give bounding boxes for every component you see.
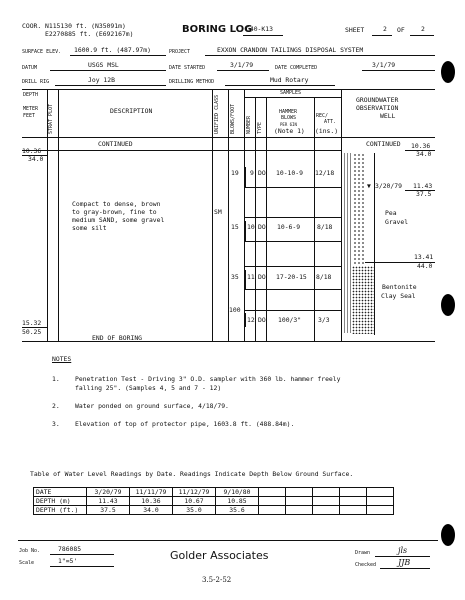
note-1-line-1: Penetration Test - Driving 3" O.D. sampler with 360 lb. hammer freely — [75, 375, 341, 383]
note-3-line-1: Elevation of top of protector pipe, 1603.8 ft. (488.84m). — [75, 420, 295, 428]
col-depth-feet: FEET — [23, 113, 36, 119]
drawn-label: Drawn — [355, 550, 371, 556]
table-cell: 10.85 — [216, 497, 259, 506]
table-cell: 10.67 — [173, 497, 216, 506]
note-1-line-2: falling 25". (Samples 4, 5 and 7 - 12) — [75, 384, 222, 392]
col-samples: SAMPLES — [280, 90, 302, 96]
table-cell: 37.5 — [87, 506, 130, 515]
end-of-boring: END OF BORING — [92, 334, 143, 342]
table-cell — [259, 497, 286, 506]
table-cell — [313, 488, 340, 497]
well-top-m: 10.36 — [411, 142, 431, 150]
company-name: Golder Associates — [170, 549, 269, 562]
table-cell: DEPTH (m) — [34, 497, 87, 506]
datum-label: DATUM — [22, 65, 38, 71]
table-cell — [367, 506, 394, 515]
description-line-2: to gray-brown, fine to — [72, 208, 157, 216]
col-type: TYPE — [257, 121, 263, 134]
well-top-ft: 34.0 — [416, 150, 432, 158]
table-cell: 10.36 — [130, 497, 173, 506]
continued-label: CONTINUED — [98, 140, 133, 148]
table-cell — [313, 506, 340, 515]
sample-10-rec: 8/18 — [317, 223, 333, 231]
table-cell: 34.0 — [130, 506, 173, 515]
col-ins: (ins.) — [315, 127, 339, 135]
table-cell — [313, 497, 340, 506]
sample-9-hammer: 10-10-9 — [276, 169, 303, 177]
table-cell — [340, 488, 367, 497]
sample-11-blows: 35 — [231, 273, 239, 281]
description-line-3: medium SAND, some gravel — [72, 216, 165, 224]
checked-initials: JJB — [398, 558, 411, 567]
table-cell: 35.0 — [173, 506, 216, 515]
checked-label: Checked — [355, 562, 377, 568]
pea-gravel-label-2: Gravel — [385, 218, 409, 226]
sample-12-hammer: 100/3" — [278, 316, 302, 324]
sample-12-blows: 100 — [229, 306, 241, 314]
seal-top-ft: 44.0 — [417, 262, 433, 270]
table-row — [34, 506, 394, 515]
sheet-number: 2 — [383, 25, 387, 33]
water-level-ft: 37.5 — [416, 190, 432, 198]
table-cell — [286, 488, 313, 497]
col-number: NUMBER — [246, 115, 252, 134]
date-started-value: 3/1/79 — [230, 61, 254, 69]
depth-bottom-ft: 50.25 — [22, 328, 42, 336]
surface-elev-label: SURFACE ELEV. — [22, 49, 62, 55]
table-cell — [259, 506, 286, 515]
depth-top-m: 10.36 — [22, 147, 42, 155]
table-cell — [259, 488, 286, 497]
col-observation: OBSERVATION — [356, 104, 399, 112]
punch-hole — [441, 524, 455, 546]
surface-elev-value: 1600.9 ft. (487.97m) — [74, 46, 151, 54]
page-number: 3.5-2-52 — [202, 576, 232, 584]
table-cell: 9/10/80 — [216, 488, 259, 497]
col-rec: REC/ — [316, 113, 329, 119]
date-completed-label: DATE COMPLETED — [275, 65, 318, 71]
table-cell: 35.6 — [216, 506, 259, 515]
sample-12-number: 12 — [247, 316, 255, 324]
sheet-label: SHEET — [345, 26, 365, 34]
drill-rig-value: Joy 12B — [88, 76, 115, 84]
well-bentonite-fill — [352, 266, 374, 334]
col-hammer-per: PER 6IN — [280, 122, 297, 127]
table-cell: 3/20/79 — [87, 488, 130, 497]
table-cell — [367, 488, 394, 497]
note-2-line-1: Water ponded on ground surface, 4/18/79. — [75, 402, 229, 410]
col-strat-plot: STRAT PLOT — [48, 103, 54, 134]
sample-11-type: DO — [258, 273, 266, 281]
drilling-method-label: DRILLING METHOD — [169, 79, 215, 85]
bentonite-label-2: Clay Seal — [381, 292, 416, 300]
depth-bottom-m: 15.32 — [22, 319, 42, 327]
well-pea-gravel-fill — [353, 153, 365, 265]
table-cell: DEPTH (ft.) — [34, 506, 87, 515]
sample-12-type: DO — [258, 316, 266, 324]
date-started-label: DATE STARTED — [169, 65, 206, 71]
col-blows-foot: BLOWS/FOOT — [230, 103, 236, 134]
col-description: DESCRIPTION — [110, 107, 153, 115]
depth-top-ft: 34.0 — [28, 155, 44, 163]
date-completed-value: 3/1/79 — [372, 61, 396, 69]
well-continued: CONTINUED — [366, 140, 401, 148]
bentonite-label-1: Bentonite — [382, 283, 417, 291]
project-label: PROJECT — [169, 49, 191, 55]
sheet-total: 2 — [421, 25, 425, 33]
col-att: ATT. — [324, 119, 337, 125]
drilling-method-value: Mud Rotary — [270, 76, 309, 84]
project-value: EXXON CRANDON TAILINGS DISPOSAL SYSTEM — [217, 46, 364, 54]
sample-10-blows: 15 — [231, 223, 239, 231]
table-row — [34, 488, 394, 497]
scale-label: Scale — [19, 560, 35, 566]
description-line-4: some silt — [72, 224, 107, 232]
sample-9-blows: 19 — [231, 169, 239, 177]
notes-title: NOTES — [52, 355, 72, 363]
table-cell — [286, 497, 313, 506]
sample-9-type: DO — [258, 169, 266, 177]
coord-north: N115130 ft. (N35091m) — [45, 22, 126, 30]
col-unified-class: UNIFIED CLASS — [214, 94, 220, 134]
note-3-number: 3. — [52, 420, 60, 428]
table-cell — [286, 506, 313, 515]
table-cell — [340, 506, 367, 515]
boring-id: G40-K13 — [246, 25, 273, 33]
table-cell — [367, 497, 394, 506]
water-level-marker: ▼ — [367, 182, 371, 190]
table-cell: 11.43 — [87, 497, 130, 506]
sample-10-hammer: 10-6-9 — [277, 223, 301, 231]
drill-rig-label: DRILL RIG — [22, 79, 50, 85]
drawn-initials: jls — [398, 546, 408, 555]
coord-east: E2270885 ft. (E692167m) — [45, 30, 134, 38]
water-level-m: 11.43 — [413, 182, 433, 190]
col-hammer: HAMMER — [279, 109, 298, 115]
well-pipe-hatch — [344, 153, 352, 333]
note-2-number: 2. — [52, 402, 60, 410]
sample-11-hammer: 17-20-15 — [276, 273, 307, 281]
log-title: BORING LOG — [182, 24, 253, 35]
sample-12-rec: 3/3 — [318, 316, 330, 324]
col-hammer-blows: BLOWS — [281, 115, 297, 121]
sample-9-rec: 12/18 — [315, 169, 335, 177]
col-groundwater: GROUNDWATER — [356, 96, 399, 104]
of-label: OF — [397, 26, 405, 34]
col-hammer-note: (Note 1) — [274, 127, 305, 135]
punch-hole — [441, 294, 455, 316]
seal-top-m: 13.41 — [414, 253, 434, 261]
table-row — [34, 497, 394, 506]
table-cell: 11/12/79 — [173, 488, 216, 497]
table-cell: 11/11/79 — [130, 488, 173, 497]
table-cell — [340, 497, 367, 506]
sample-9-number: 9 — [250, 169, 254, 177]
sample-10-number: 10 — [247, 223, 255, 231]
water-level-table — [33, 487, 394, 515]
table-cell: DATE — [34, 488, 87, 497]
note-1-number: 1. — [52, 375, 60, 383]
job-no-value: 786085 — [58, 545, 82, 553]
coord-label: COOR. — [22, 22, 42, 30]
datum-value: USGS MSL — [88, 61, 119, 69]
job-no-label: Job No. — [19, 548, 41, 554]
col-well: WELL — [380, 112, 396, 120]
sample-11-number: 11 — [247, 273, 255, 281]
pea-gravel-label-1: Pea — [385, 209, 397, 217]
water-table-caption: Table of Water Level Readings by Date. Readings Indicate Depth Below Ground Surface. — [30, 470, 354, 478]
description-line-1: Compact to dense, brown — [72, 200, 161, 208]
col-depth-meter: METER — [23, 106, 39, 112]
sample-10-type: DO — [258, 223, 266, 231]
scale-value: 1"=5' — [58, 557, 78, 565]
col-depth: DEPTH — [23, 92, 39, 98]
unified-class-value: SM — [214, 208, 222, 216]
water-level-date: 3/20/79 — [375, 182, 402, 190]
punch-hole — [441, 61, 455, 83]
sample-11-rec: 8/18 — [316, 273, 332, 281]
